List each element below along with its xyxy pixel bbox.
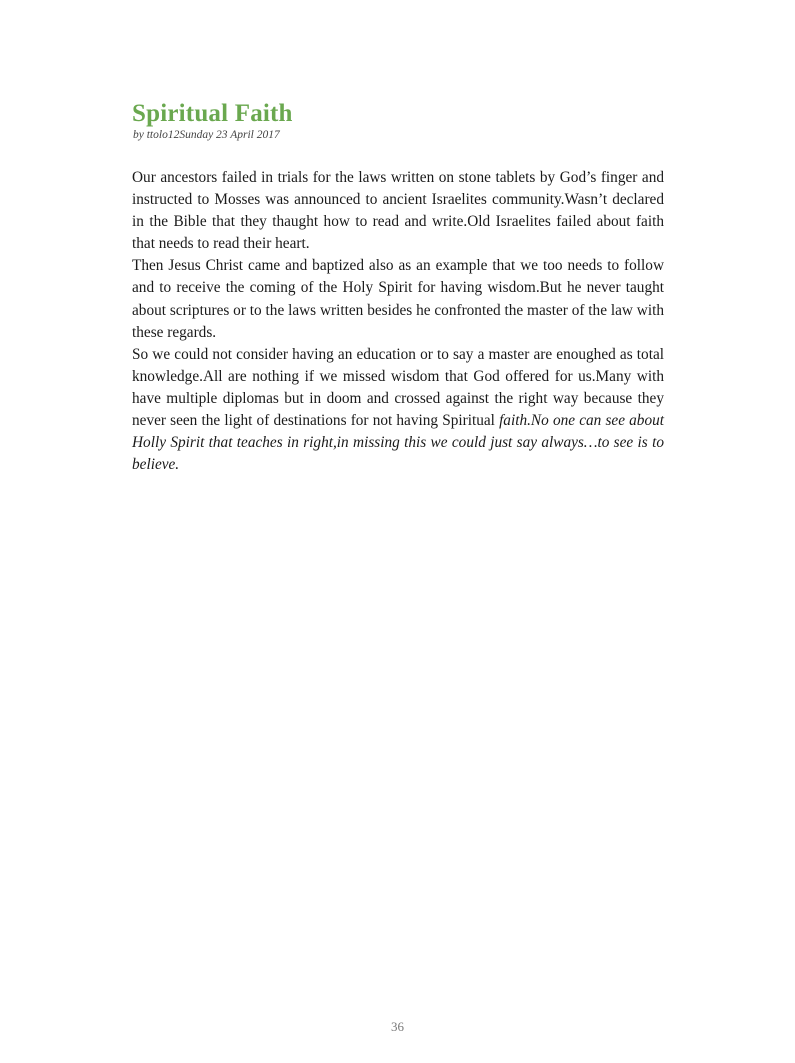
- paragraph-3-text: So we could not consider having an education or to say a master are enoughed as total knowledge.All are nothing if we missed wisdom that God offered for us.Many with have multiple diplomas but in doom and crossed against the right way because they never seen the light of destinations for not having Spiritual: [132, 345, 664, 430]
- article: [132, 100, 664, 476]
- page-number: 36: [391, 1019, 404, 1034]
- article-byline: by ttolo12Sunday 23 April 2017: [133, 129, 280, 141]
- article-body: [132, 167, 664, 476]
- paragraph-1: Our ancestors failed in trials for the laws written on stone tablets by God’s finger and instructed to Mosses was announced to ancient Israelites community.Wasn’t declared in the Bible that they thaught how to read and write.Old Israelites failed about faith that needs to read their heart.: [132, 169, 664, 253]
- paragraph-2: Then Jesus Christ came and baptized also as an example that we too needs to follow and to receive the coming of the Holy Spirit for having wisdom.But he never taught about scriptures or to the laws written besides he confronted the master of the law with these regards.: [132, 257, 664, 341]
- article-title: Spiritual Faith: [132, 100, 293, 127]
- paragraph-3-italic-text: faith.No one can see about Holly Spirit that teaches in right,in missing this we could just say always…to see is to believe.: [132, 412, 664, 474]
- paragraph-3: [132, 344, 664, 477]
